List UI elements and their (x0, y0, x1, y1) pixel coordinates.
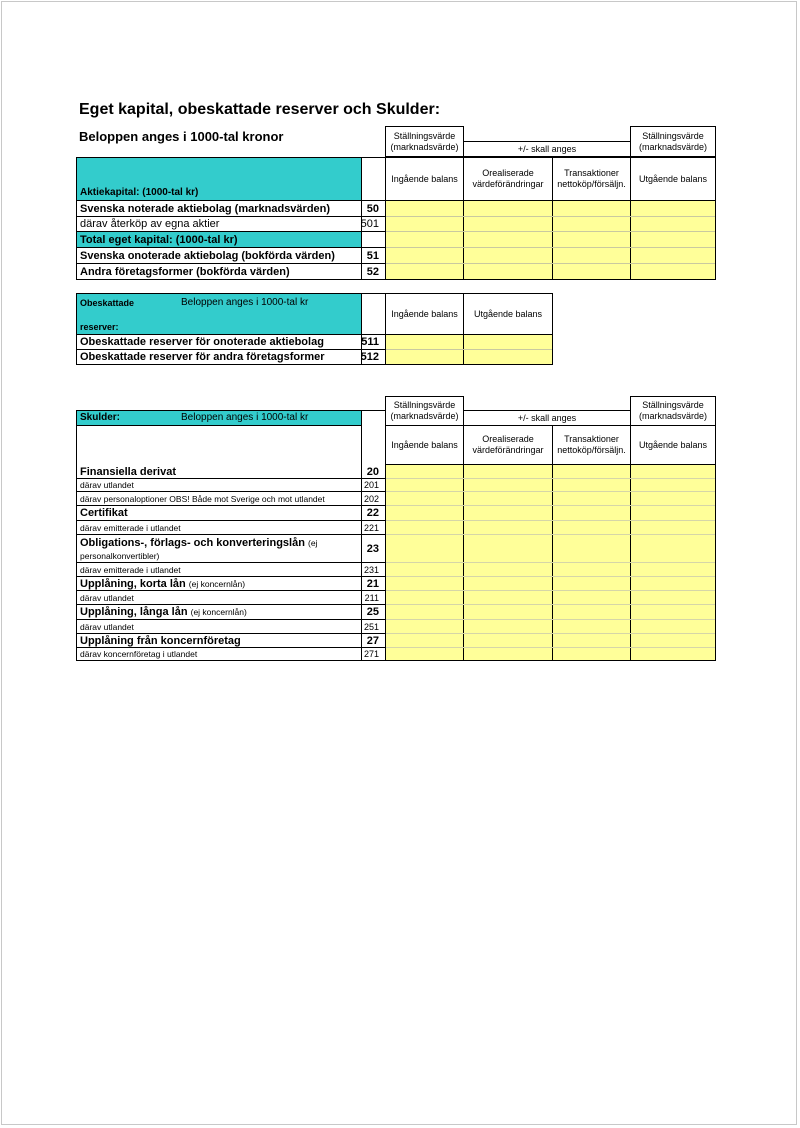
row-code: 251 (361, 619, 386, 634)
section-header-aktiekapital (76, 157, 362, 201)
header-text: (marknadsvärde) (390, 141, 459, 152)
grid-line (386, 647, 715, 648)
header-text: Ställningsvärde (393, 130, 456, 141)
page (1, 1, 797, 1125)
grid-line (386, 231, 715, 232)
row-code: 271 (361, 647, 386, 661)
col-header-skall-anges: +/- skall anges (463, 141, 631, 157)
row-code: 51 (361, 247, 386, 264)
row-code (361, 231, 386, 248)
col-transaktioner (552, 425, 631, 465)
row-label-note: personalkonvertibler) (80, 551, 160, 561)
row-label-total: Total eget kapital: (1000-tal kr) (76, 231, 362, 248)
row-code: 22 (361, 505, 386, 521)
row-code: 511 (361, 334, 386, 350)
code-header-cell (361, 410, 386, 465)
col-orealiserade (463, 157, 553, 201)
row-label (76, 604, 362, 620)
row-label-text: Upplåning, långa lån (80, 606, 188, 618)
row-label: Finansiella derivat (76, 464, 362, 479)
input-orealiserade[interactable] (463, 200, 553, 280)
row-code: 50 (361, 200, 386, 217)
grid-line (386, 534, 715, 535)
row-code: 21 (361, 576, 386, 591)
section-header-amount: Beloppen anges i 1000-tal kr (181, 412, 309, 423)
code-header-cell (361, 157, 386, 201)
grid-line (386, 604, 715, 605)
col-orealiserade (463, 425, 553, 465)
row-code: 20 (361, 464, 386, 479)
row-label: därav återköp av egna aktier (76, 216, 362, 232)
blank-header-cell (76, 425, 362, 465)
section-header-label: Skulder: (80, 412, 121, 423)
header-text: (marknadsvärde) (390, 411, 459, 421)
header-text: (marknadsvärde) (638, 411, 708, 421)
section-header-skulder (76, 410, 362, 426)
row-label-text: Obligations-, förlags- och konverteringslån (80, 537, 305, 549)
row-label: Svenska noterade aktiebolag (marknadsvärden) (76, 200, 362, 217)
grid-line (386, 633, 715, 634)
grid-line (386, 491, 715, 492)
row-label: därav emitterade i utlandet (76, 562, 362, 577)
col-ingaende: Ingående balans (385, 293, 464, 335)
col-header-stallningsvarde-out (630, 396, 716, 426)
row-code: 23 (361, 534, 386, 563)
row-label: Upplåning från koncernföretag (76, 633, 362, 648)
header-text: nettoköp/försäljn. (557, 445, 626, 455)
header-text: värdeförändringar (472, 445, 544, 455)
header-text: nettoköp/försäljn. (557, 179, 626, 189)
grid-line (386, 520, 715, 521)
section-header-label: Aktiekapital: (1000-tal kr) (80, 187, 199, 198)
row-label: därav utlandet (76, 478, 362, 492)
grid-line (386, 562, 715, 563)
row-code: 512 (361, 349, 386, 365)
col-header-stallningsvarde-in (385, 126, 464, 157)
col-header-stallningsvarde-out (630, 126, 716, 157)
section-header-label: Obeskattade (80, 298, 135, 308)
header-text: Orealiserade (482, 168, 534, 178)
row-label-note: (ej koncernlån) (188, 578, 246, 589)
grid-line (386, 478, 715, 479)
col-utgaende: Utgående balans (630, 157, 716, 201)
col-ingaende: Ingående balans (385, 157, 464, 201)
header-text: värdeförändringar (472, 179, 544, 189)
row-label: därav personaloptioner OBS! Både mot Sverige och mot utlandet (76, 491, 362, 506)
row-code: 211 (361, 590, 386, 605)
section-header-label: reserver: (80, 322, 119, 332)
header-text: Ställningsvärde (642, 400, 704, 410)
row-label: därav emitterade i utlandet (76, 520, 362, 535)
row-code: 231 (361, 562, 386, 577)
section-header-amount: Beloppen anges i 1000-tal kr (181, 297, 309, 308)
page-subtitle: Beloppen anges i 1000-tal kronor (79, 129, 284, 144)
row-code: 501 (361, 216, 386, 232)
row-code: 52 (361, 263, 386, 280)
grid-line (386, 216, 715, 217)
input-utgaende[interactable] (630, 200, 716, 280)
header-text: Transaktioner (564, 434, 619, 444)
header-text: (marknadsvärde) (638, 141, 708, 152)
grid-line (386, 576, 715, 577)
row-label-note: (ej (307, 538, 318, 548)
col-utgaende: Utgående balans (463, 293, 553, 335)
row-code: 27 (361, 633, 386, 648)
row-code: 221 (361, 520, 386, 535)
row-code: 201 (361, 478, 386, 492)
row-label: Obeskattade reserver för onoterade aktiebolag (76, 334, 362, 350)
header-text: Transaktioner (564, 168, 619, 178)
grid-line (386, 590, 715, 591)
header-text: Ställningsvärde (642, 130, 704, 141)
row-label-text: Upplåning, korta lån (80, 577, 186, 590)
row-label: Svenska onoterade aktiebolag (bokförda värden) (76, 247, 362, 264)
input-transaktioner[interactable] (552, 200, 631, 280)
header-text: Orealiserade (482, 434, 534, 444)
row-label: därav koncernföretag i utlandet (76, 647, 362, 661)
page-title: Eget kapital, obeskattade reserver och Skulder: (79, 101, 441, 118)
row-code: 25 (361, 604, 386, 620)
row-label-note: (ej koncernlån) (190, 607, 247, 617)
row-label-multiline (76, 534, 362, 563)
row-label: Andra företagsformer (bokförda värden) (76, 263, 362, 280)
row-label: Obeskattade reserver för andra företagsformer (76, 349, 362, 365)
grid-line (386, 247, 715, 248)
header-text: Ställningsvärde (393, 400, 456, 410)
row-label (76, 576, 362, 591)
grid-line (386, 619, 715, 620)
row-label: därav utlandet (76, 590, 362, 605)
row-label: Certifikat (76, 505, 362, 521)
row-code: 202 (361, 491, 386, 506)
input-ingaende[interactable] (385, 200, 464, 280)
grid-line (386, 505, 715, 506)
col-header-stallningsvarde-in (385, 396, 464, 426)
col-utgaende: Utgående balans (630, 425, 716, 465)
code-header-cell (361, 293, 386, 335)
section-header-obeskattade (76, 293, 362, 335)
col-header-skall-anges: +/- skall anges (463, 410, 631, 426)
col-transaktioner (552, 157, 631, 201)
grid-line (386, 349, 552, 350)
row-label: därav utlandet (76, 619, 362, 634)
col-ingaende: Ingående balans (385, 425, 464, 465)
grid-line (386, 263, 715, 264)
